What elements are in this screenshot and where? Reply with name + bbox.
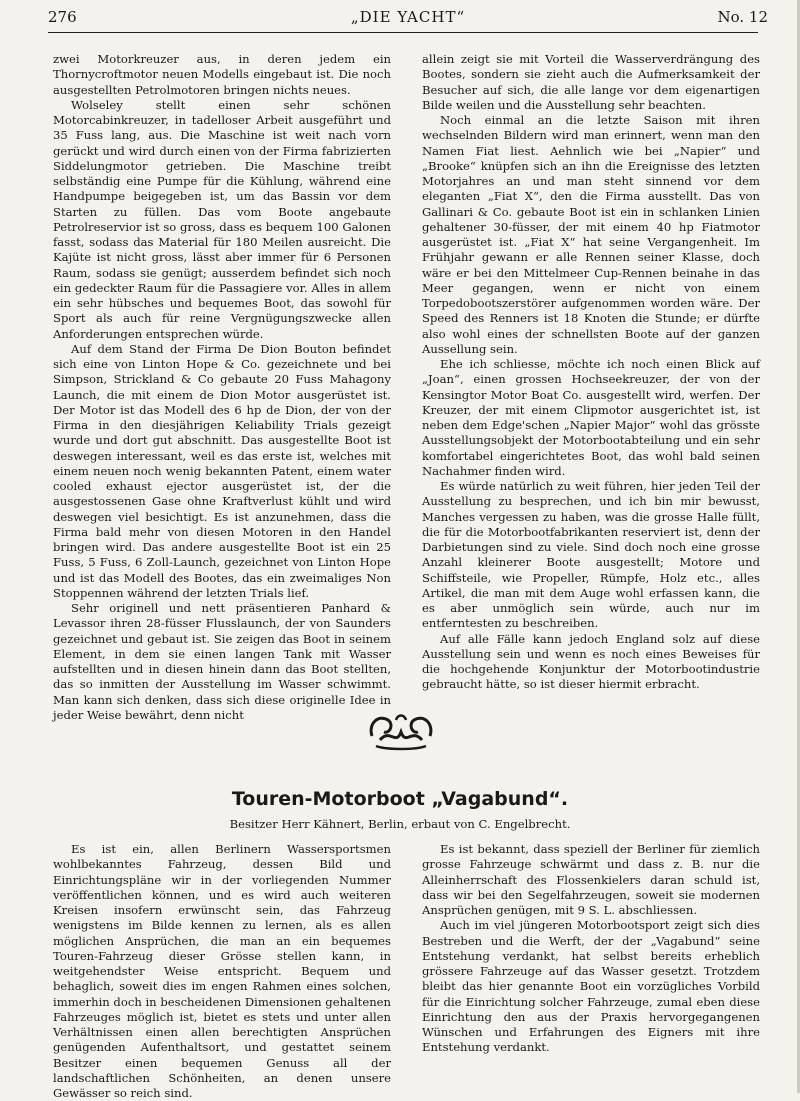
ornament-vignette-icon [366, 706, 436, 752]
article-title: Touren-Motorboot „Vagabund“. [231, 788, 569, 810]
running-header [48, 8, 768, 28]
journal-title: „DIE YACHT“ [350, 8, 466, 26]
paragraph: Es ist ein, allen Berlinern Wassersportsmen wohlbekanntes Fahrzeug, dessen Bild und Einrichtungspläne wir in der vorliegenden Nummer veröffentlichen können, und es wird auch weiteren Kreisen insofern erwünscht sein, das Fahrzeug wenigstens im Bilde kennen zu lernen, als es allen möglichen Ansprüchen, die man an ein bequemes Touren-Fahrzeug dieser Grösse stellen kann, in weitgehendster Weise entspricht. Bequem und behaglich, soweit dies im engen Rahmen eines solchen, immerhin doch in bescheidenen Dimensionen gehaltenen Fahrzeuges möglich ist, bietet es stets und unter allen Verhältnissen einen allen berechtigten Ansprüchen genügenden Aufenthaltsort, und gestattet seinem Besitzer einen bequemen Genuss all der landschaftlichen Schönheiten, an denen unsere Gewässer so reich sind. [53, 842, 391, 1100]
paragraph: Es ist bekannt, dass speziell der Berliner für ziemlich grosse Fahrzeuge schwärmt und dass z. B. nur die Alleinherrschaft des Flossenkielers daran schuld ist, dass wir bei den Segelfahrzeugen, soweit sie modernen Ansprüchen genügen, mit 9 S. L. abschliessen. [422, 842, 760, 917]
column-top-left [53, 52, 391, 723]
paragraph: allein zeigt sie mit Vorteil die Wasserverdrängung des Bootes, sondern sie zieht auch die Aufmerksamkeit der Besucher auf sich, die alle lange vor dem eigenartigen Bilde weilen und die Ausstellung sehr beachten. [422, 52, 760, 112]
column-bottom-left [53, 842, 391, 1101]
paragraph: Es würde natürlich zu weit führen, hier jeden Teil der Ausstellung zu besprechen, und ich bin mir bewusst, Manches vergessen zu haben, was die grosse Halle füllt, die für die Motorbootfabrikanten reserviert ist, denn der Darbietungen sind zu viele. Sind doch noch eine grosse Anzahl kleinerer Boote ausgestellt; Motore und Schiffsteile, wie Propeller, Rümpfe, Holz etc., alles Artikel, die man mit dem Auge wohl erfassen kann, die es aber unmöglich sein würde, auch nur im entferntesten zu beschreiben. [422, 479, 760, 631]
column-bottom-right [422, 842, 760, 1056]
paragraph: Sehr originell und nett präsentieren Panhard & Levassor ihren 28-füsser Flusslaunch, der von Saunders gezeichnet und gebaut ist. Sie zeigen das Boot in seinem Element, in dem sie einen langen Tank mit Wasser aufstellten und in diesen hinein dann das Boot stellten, das so inmitten der Ausstellung im Wasser schwimmt. Man kann sich denken, dass sich diese originelle Idee in jeder Weise bewährt, denn nicht [53, 601, 391, 722]
paragraph: Auch im viel jüngeren Motorbootsport zeigt sich dies Bestreben und die Werft, der der „Vagabund“ seine Entstehung verdankt, hat selbst bereits erheblich grössere Fahrzeuge auf das Wasser gesetzt. Trotzdem bleibt das hier genannte Boot ein vorzügliches Vorbild für die Einrichtung solcher Fahrzeuge, zumal eben diese Einrichtung den aus der Praxis hervorgegangenen Wünschen und Erfahrungen des Eigners mit ihre Entstehung verdankt. [422, 918, 760, 1055]
header-rule [48, 32, 758, 33]
page-number: 276 [48, 8, 77, 26]
paragraph: Noch einmal an die letzte Saison mit ihren wechselnden Bildern wird man erinnert, wenn man den Namen Fiat liest. Aehnlich wie bei „Napier“ und „Brooke“ knüpfen sich an ihn die Ereignisse des letzten Motorjahres an und man steht sinnend vor dem eleganten „Fiat X“, den die Firma ausstellt. Das von Gallinari & Co. gebaute Boot ist ein in schlanken Linien gehaltener 30-füsser, der mit einem 40 hp Fiatmotor ausgerüstet ist. „Fiat X“ hat seine Vergangenheit. Im Frühjahr gewann er alle Rennen seiner Klasse, doch wäre er bei den Mittelmeer Cup-Rennen beinahe in das Meer gegangen, wenn er nicht von einem Torpedobootszerstörer aufgenommen worden wäre. Der Speed des Renners ist 18 Knoten die Stunde; er dürfte also wohl eines der schnellsten Boote auf der ganzen Aussellung sein. [422, 113, 760, 356]
column-top-right [422, 52, 760, 693]
article-subtitle: Besitzer Herr Kähnert, Berlin, erbaut von C. Engelbrecht. [229, 817, 571, 831]
paragraph: Auf dem Stand der Firma De Dion Bouton befindet sich eine von Linton Hope & Co. gezeichnete und bei Simpson, Strickland & Co gebaute 20 Fuss Mahagony Launch, die mit einem de Dion Motor ausgerüstet ist. Der Motor ist das Modell des 6 hp de Dion, der von der Firma in den diesjährigen Keliability Trials gezeigt wurde und dort gut abschnitt. Das ausgestellte Boot ist deswegen interessant, weil es das erste ist, welches mit einem neuen noch wenig bekannten Patent, einem water cooled exhaust ejector ausgerüstet ist, der die ausgestossenen Gase ohne Kraftverlust kühlt und wird deswegen viel besichtigt. Es ist anzunehmen, dass die Firma bald mehr von diesen Motoren in den Handel bringen wird. Das andere ausgestellte Boot ist ein 25 Fuss, 5 Fuss, 6 Zoll-Launch, gezeichnet von Linton Hope und ist das Modell des Bootes, das ein zweimaliges Non Stoppennen während der letzten Trials lief. [53, 341, 391, 600]
paragraph: Auf alle Fälle kann jedoch England solz auf diese Ausstellung sein und wenn es noch eines Beweises für die hochgehende Konjunktur der Motorbootindustrie gebraucht hätte, so ist dieser hiermit erbracht. [422, 631, 760, 692]
paragraph: Ehe ich schliesse, möchte ich noch einen Blick auf „Joan“, einen grossen Hochseekreuzer, der von der Kensingtor Motor Boat Co. ausgestellt wird, werfen. Der Kreuzer, der mit einem Clipmotor ausgerichtet ist, ist neben dem Edge'schen „Napier Major“ wohl das grösste Ausstellungsobjekt der Motorbootabteilung und ein sehr komfortabel eingerichtetes Boot, das wohl bald seinen Nachahmer finden wird. [422, 357, 760, 478]
paragraph: Wolseley stellt einen sehr schönen Motorcabinkreuzer, in tadelloser Arbeit ausgeführt und 35 Fuss lang, aus. Die Maschine ist weit nach vorn gerückt und wird durch einen von der Firma fabrizierten Siddelungmotor getrieben. Die Maschine treibt selbständig eine Pumpe für die Kühlung, während eine Handpumpe beigegeben ist, um das Bassin vor dem Starten zu füllen. Das vom Boote angebaute Petrolreservior ist so gross, dass es bequem 100 Galonen fasst, sodass das Material für 180 Meilen ausreicht. Die Kajüte ist nicht gross, lässt aber immer für 6 Personen Raum, sodass sie genügt; ausserdem befindet sich noch ein gedeckter Raum für die Passagiere vor. Alles in allem ein sehr hübsches und bequemes Boot, das sowohl für Sport als auch für reine Vergnügungszwecke allen Anforderungen entsprechen würde. [53, 97, 391, 341]
issue-number: No. 12 [717, 8, 768, 26]
paragraph: zwei Motorkreuzer aus, in deren jedem ein Thornycroftmotor neuen Modells eingebaut ist. Die noch ausgestellten Petrolmotoren bringen nichts neues. [53, 52, 391, 97]
